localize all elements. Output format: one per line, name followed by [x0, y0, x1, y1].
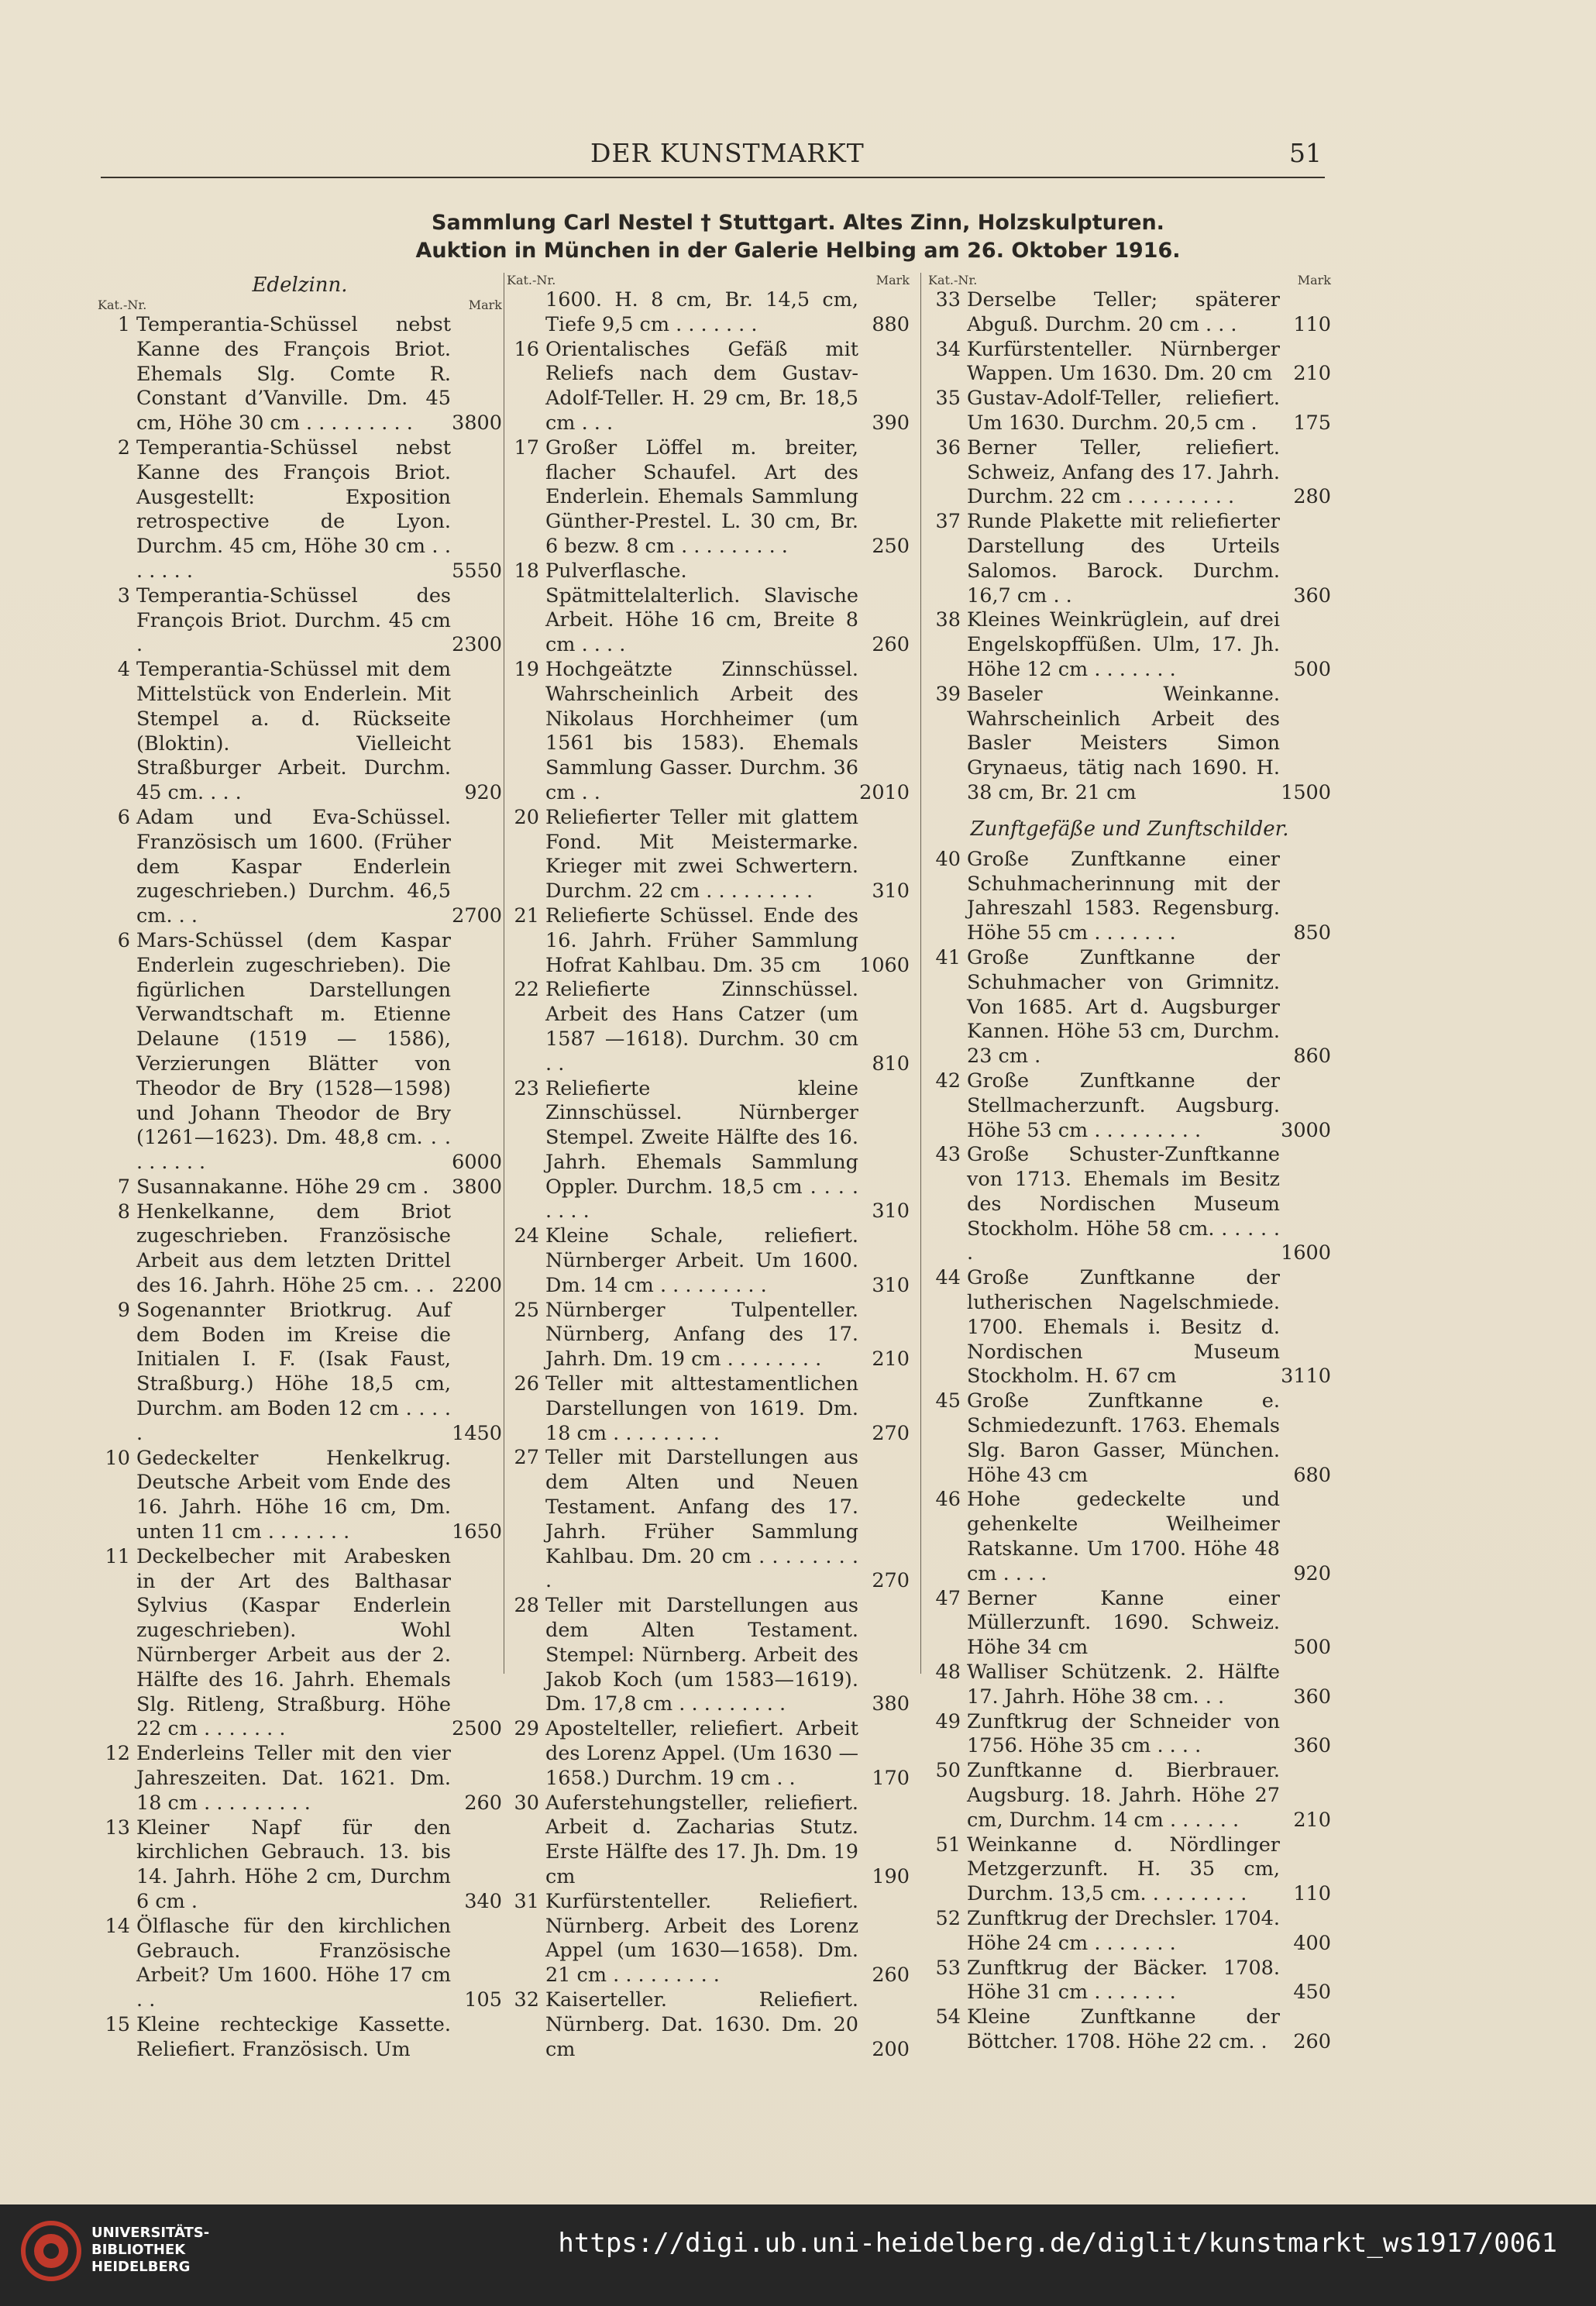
- entry-description: Kleines Weinkrüglein, auf drei Engelskopffüßen. Ulm, 17. Jh. Höhe 12 cm . . . . . . .: [967, 608, 1280, 681]
- entry-price: 2200: [452, 1274, 502, 1298]
- entry-number: 6: [117, 805, 130, 829]
- entry-price: 1500: [1281, 780, 1331, 804]
- entry-price: 310: [872, 1273, 910, 1297]
- entry-price: 310: [872, 1199, 910, 1224]
- entry-price: 260: [464, 1791, 502, 1815]
- entry-number: 15: [105, 2012, 130, 2036]
- entry-price: 105: [464, 1988, 502, 2012]
- catalog-entry: [98, 806, 502, 929]
- entry-number: 16: [514, 337, 539, 361]
- catalog-entry: [507, 806, 910, 904]
- entry-number: 45: [935, 1389, 961, 1413]
- catalog-entry: [507, 436, 910, 559]
- entry-description: Berner Teller, reliefiert. Schweiz, Anfang des 17. Jahrh. Durchm. 22 cm . . . . . . . . .: [967, 435, 1280, 509]
- entry-number: 51: [935, 1833, 961, 1857]
- entry-price: 2500: [452, 1717, 502, 1741]
- entry-description: Teller mit alttestamentlichen Darstellungen von 1619. Dm. 18 cm . . . . . . . . .: [545, 1372, 858, 1445]
- entry-price: 400: [1293, 1931, 1331, 1955]
- column-header: [928, 273, 1331, 288]
- catalog-entry: [98, 584, 502, 658]
- entry-description: Temperantia-Schüssel mit dem Mittelstück von Enderlein. Mit Stempel a. d. Rückseite (Bloktin). Vielleicht Straßburger Arbeit. Durchm. 45 cm. . . .: [136, 658, 451, 805]
- entry-price: 380: [872, 1692, 910, 1716]
- entry-number: 24: [514, 1224, 539, 1248]
- catalog-entry: [507, 1224, 910, 1298]
- catalog-entry: [98, 1447, 502, 1545]
- entry-description: Deckelbecher mit Arabesken in der Art des Balthasar Sylvius (Kaspar Enderlein zugeschrieben). Wohl Nürnberger Arbeit aus der 2. Hälfte des 16. Jahrh. Ehemals Slg. Ritleng, Straßburg. Höhe 22 cm . . . . . . .: [136, 1544, 451, 1741]
- entry-number: 3: [117, 583, 130, 607]
- entry-price: 260: [1293, 2029, 1331, 2053]
- catalog-entry: [98, 313, 502, 436]
- section-title-edelzinn: Edelzinn.: [252, 274, 348, 297]
- entry-description: Große Zunftkanne e. Schmiedezunft. 1763. Ehemals Slg. Baron Gasser, München. Höhe 43 cm: [967, 1389, 1280, 1487]
- column-header: [98, 298, 502, 313]
- entry-description: Reliefierter Teller mit glattem Fond. Mit Meistermarke. Krieger mit zwei Schwertern. Durchm. 22 cm . . . . . . . . .: [545, 805, 858, 903]
- entry-price: 110: [1293, 312, 1331, 336]
- catalog-entry: [98, 1816, 502, 1915]
- entry-description: Mars-Schüssel (dem Kaspar Enderlein zugeschrieben). Die figürlichen Darstellungen Verwandtschaft m. Etienne Delaune (1519 — 1586), Verzierungen Blätter von Theodor de Bry (1528—1598) und Johann Theodor de Bry (1261—1623). Dm. 48,8 cm. . . . . . . . .: [136, 928, 451, 1175]
- entry-number: 34: [935, 337, 961, 361]
- entry-number: 41: [935, 945, 961, 969]
- catalog-entry: [507, 1372, 910, 1446]
- entry-number: 9: [117, 1298, 130, 1322]
- entry-description: Temperantia-Schüssel nebst Kanne des François Briot. Ausgestellt: Exposition retrospective de Lyon. Durchm. 45 cm, Höhe 30 cm . . . . . . .: [136, 435, 451, 583]
- entry-number: 22: [514, 978, 539, 1002]
- entry-description: Reliefierte Zinnschüssel. Arbeit des Hans Catzer (um 1587 —1618). Durchm. 30 cm . .: [545, 978, 858, 1076]
- catalog-entry: [507, 559, 910, 658]
- entry-price: 1650: [452, 1520, 502, 1544]
- catalog-entry: [98, 1200, 502, 1299]
- entry-price: 810: [872, 1051, 910, 1076]
- entry-description: Susannakanne. Höhe 29 cm .: [136, 1175, 429, 1199]
- entry-price: 500: [1293, 657, 1331, 681]
- title-line-2: Auktion in München in der Galerie Helbing am 26. Oktober 1916.: [415, 239, 1181, 263]
- catalog-entry: [507, 1988, 910, 2062]
- entry-price: 920: [1293, 1561, 1331, 1585]
- catalog-entry: [928, 1587, 1331, 1661]
- entry-number: 53: [935, 1956, 961, 1980]
- entry-price: 3800: [452, 411, 502, 435]
- catalog-entry: [928, 510, 1331, 608]
- entry-number: 31: [514, 1889, 539, 1913]
- entry-price: 190: [872, 1865, 910, 1888]
- column-2: [507, 273, 910, 2062]
- entry-description: Apostelteller, reliefiert. Arbeit des Lorenz Appel. (Um 1630 —1658.) Durchm. 19 cm . .: [545, 1717, 858, 1790]
- catalog-entry: [507, 1299, 910, 1372]
- entry-number: 13: [105, 1816, 130, 1840]
- catalog-entry: [928, 2005, 1331, 2055]
- catalog-entry: [507, 1594, 910, 1717]
- entry-price: 3110: [1281, 1365, 1331, 1389]
- entry-price: 170: [872, 1766, 910, 1790]
- entry-price: 260: [872, 633, 910, 657]
- entry-description: Orientalisches Gefäß mit Reliefs nach dem Gustav-Adolf-Teller. H. 29 cm, Br. 18,5 cm . . .: [545, 337, 858, 435]
- footer-bar: [0, 2204, 1596, 2306]
- catalog-entry: [98, 1299, 502, 1447]
- entry-description: Walliser Schützenk. 2. Hälfte 17. Jahrh. Höhe 38 cm. . .: [967, 1661, 1280, 1709]
- entry-price: 210: [1293, 362, 1331, 386]
- entry-price: 360: [1293, 583, 1331, 607]
- entry-number: 14: [105, 1914, 130, 1938]
- entry-price: 210: [1293, 1808, 1331, 1832]
- entry-number: 20: [514, 805, 539, 829]
- entry-number: 28: [514, 1594, 539, 1618]
- entry-price: 210: [872, 1347, 910, 1372]
- entry-price: 390: [872, 411, 910, 435]
- catalog-entry: [928, 683, 1331, 806]
- catalog-entry: [98, 929, 502, 1175]
- catalog-list: [928, 288, 1331, 806]
- entry-number: 4: [117, 658, 130, 682]
- entry-number: 30: [514, 1791, 539, 1815]
- entry-number: 29: [514, 1717, 539, 1741]
- library-name: [91, 2225, 209, 2276]
- entry-price: 360: [1293, 1685, 1331, 1709]
- entry-price: 850: [1293, 921, 1331, 945]
- catalog-entry: [507, 338, 910, 436]
- entry-price: 270: [872, 1569, 910, 1593]
- entry-description: Kurfürstenteller. Reliefiert. Nürnberg. Arbeit des Lorenz Appel (um 1630—1658). Dm. 21 cm . . . . . . . . .: [545, 1889, 858, 1988]
- section-title-zunft: Zunftgefäße und Zunftschilder.: [970, 817, 1289, 841]
- entry-price: 5550: [452, 559, 502, 583]
- entry-price: 200: [872, 2037, 910, 2061]
- entry-number: 33: [935, 288, 961, 311]
- entry-number: 42: [935, 1069, 961, 1093]
- entry-number: 27: [514, 1446, 539, 1470]
- entry-description: Gustav-Adolf-Teller, reliefiert. Um 1630. Durchm. 20,5 cm .: [967, 387, 1280, 435]
- entry-price: 260: [872, 1964, 910, 1988]
- catalog-entry: [98, 1742, 502, 1816]
- entry-description: Kaiserteller. Reliefiert. Nürnberg. Dat. 1630. Dm. 20 cm: [545, 1988, 858, 2061]
- catalog-list: [98, 313, 502, 2063]
- entry-description: Auferstehungsteller, reliefiert. Arbeit d. Zacharias Stutz. Erste Hälfte des 17. Jh. Dm. 19 cm: [545, 1791, 858, 1888]
- catalog-entry: [928, 608, 1331, 682]
- entry-description: Kleiner Napf für den kirchlichen Gebrauch. 13. bis 14. Jahrh. Höhe 2 cm, Durchm 6 cm .: [136, 1816, 451, 1913]
- entry-description: Sogenannter Briotkrug. Auf dem Boden im Kreise die Initialen I. F. (Isak Faust, Straßburg.) Höhe 18,5 cm, Durchm. am Boden 12 cm . . . . .: [136, 1298, 451, 1445]
- entry-description: Kleine rechteckige Kassette. Reliefiert. Französisch. Um: [136, 2012, 451, 2061]
- catalog-list: [507, 338, 910, 2063]
- entry-number: 18: [514, 559, 539, 583]
- entry-description: Zunftkrug der Bäcker. 1708. Höhe 31 cm . . . . . . .: [967, 1956, 1280, 2005]
- catalog-entry: [928, 946, 1331, 1069]
- catalog-entry: [928, 338, 1331, 387]
- mark-label: Mark: [875, 273, 910, 287]
- catalog-entry: [98, 1915, 502, 2013]
- catalog-entry: [928, 1833, 1331, 1907]
- catalog-entry: [507, 1717, 910, 1791]
- entry-description: Gedeckelter Henkelkrug. Deutsche Arbeit vom Ende des 16. Jahrh. Höhe 16 cm, Dm. unten 11 cm . . . . . . .: [136, 1446, 451, 1544]
- entry-number: 11: [105, 1544, 130, 1568]
- entry-number: 54: [935, 2005, 961, 2029]
- catalog-entry: [507, 1446, 910, 1594]
- entry-description: Baseler Weinkanne. Wahrscheinlich Arbeit des Basler Meisters Simon Grynaeus, tätig nach 1690. H. 38 cm, Br. 21 cm: [967, 682, 1280, 804]
- catalog-entry: [928, 1488, 1331, 1586]
- page-number: 51: [1289, 138, 1322, 168]
- entry-description: Zunftkanne d. Bierbrauer. Augsburg. 18. Jahrh. Höhe 27 cm, Durchm. 14 cm . . . . . .: [967, 1759, 1280, 1832]
- entry-description: Nürnberger Tulpenteller. Nürnberg, Anfang des 17. Jahrh. Dm. 19 cm . . . . . . . .: [545, 1298, 858, 1372]
- header-rule: [101, 177, 1325, 178]
- entry-description: Große Schuster-Zunftkanne von 1713. Ehemals im Besitz des Nordischen Museum Stockholm. Höhe 58 cm. . . . . . .: [967, 1143, 1280, 1265]
- entry-description: Zunftkrug der Schneider von 1756. Höhe 35 cm . . . .: [967, 1709, 1280, 1758]
- mark-label: Mark: [1297, 273, 1331, 287]
- entry-number: 10: [105, 1446, 130, 1470]
- entry-description: Runde Plakette mit reliefierter Darstellung des Urteils Salomos. Barock. Durchm. 16,7 cm . .: [967, 510, 1280, 607]
- entry-description: Temperantia-Schüssel des François Briot. Durchm. 45 cm .: [136, 583, 451, 657]
- entry-number: 35: [935, 387, 961, 411]
- mark-label: Mark: [468, 298, 502, 312]
- catalog-entry: [98, 1545, 502, 1742]
- catalog-entry: [928, 1710, 1331, 1760]
- entry-number: 7: [117, 1175, 130, 1199]
- catalog-list: [928, 848, 1331, 2055]
- catalog-entry: [928, 1069, 1331, 1143]
- entry-description: Kleine Schale, reliefiert. Nürnberger Arbeit. Um 1600. Dm. 14 cm . . . . . . . . .: [545, 1224, 858, 1297]
- entry-price: 1450: [452, 1421, 502, 1445]
- entry-number: 37: [935, 510, 961, 534]
- catalog-entry: [507, 1890, 910, 1988]
- entry-number: 2: [117, 435, 130, 459]
- entry-number: 21: [514, 903, 539, 928]
- entry-price: 3800: [452, 1175, 502, 1199]
- catalog-entry: [928, 387, 1331, 436]
- entry-description: Reliefierte Schüssel. Ende des 16. Jahrh. Früher Sammlung Hofrat Kahlbau. Dm. 35 cm: [545, 903, 858, 977]
- library-line-1: UNIVERSITÄTS-: [91, 2225, 210, 2241]
- auction-title: [0, 209, 1596, 265]
- column-divider: [920, 273, 921, 1674]
- katnr-label: Kat.-Nr.: [98, 298, 147, 312]
- entry-price: 1060: [859, 953, 910, 977]
- entry-description: Große Zunftkanne der Stellmacherzunft. Augsburg. Höhe 53 cm . . . . . . . . .: [967, 1069, 1280, 1142]
- catalog-entry: [98, 2013, 502, 2063]
- catalog-entry: [507, 1077, 910, 1225]
- entry-description: Enderleins Teller mit den vier Jahreszeiten. Dat. 1621. Dm. 18 cm . . . . . . . . .: [136, 1742, 451, 1815]
- catalog-entry: [928, 1907, 1331, 1957]
- column-3: [928, 273, 1331, 2055]
- catalog-entry: [928, 1661, 1331, 1710]
- entry-description: Reliefierte kleine Zinnschüssel. Nürnberger Stempel. Zweite Hälfte des 16. Jahrh. Ehemals Sammlung Oppler. Durchm. 18,5 cm . . . . . . . .: [545, 1076, 858, 1224]
- entry-price: 880: [872, 312, 910, 336]
- catalog-entry: [928, 1266, 1331, 1389]
- entry-price: 270: [872, 1421, 910, 1445]
- entry-number: 43: [935, 1143, 961, 1167]
- entry-price: 1600: [1281, 1241, 1331, 1265]
- source-url-link[interactable]: https://digi.ub.uni-heidelberg.de/diglit/kunstmarkt_ws1917/0061: [558, 2228, 1557, 2259]
- entry-price: 920: [464, 781, 502, 805]
- entry-description: Hochgeätzte Zinnschüssel. Wahrscheinlich Arbeit des Nikolaus Horchheimer (um 1561 bis 1583). Ehemals Sammlung Gasser. Durchm. 36 cm . .: [545, 657, 858, 804]
- entry-number: 49: [935, 1709, 961, 1733]
- entry-number: 12: [105, 1742, 130, 1766]
- entry-number: 38: [935, 608, 961, 632]
- entry-price: 2300: [452, 633, 502, 657]
- entry-number: 19: [514, 657, 539, 681]
- entry-number: 44: [935, 1266, 961, 1290]
- entry-number: 6: [117, 928, 130, 952]
- entry-price: 2010: [859, 780, 910, 804]
- entry-number: 40: [935, 847, 961, 871]
- katnr-label: Kat.-Nr.: [928, 273, 978, 287]
- entry-description: Hohe gedeckelte und gehenkelte Weilheimer Ratskanne. Um 1700. Höhe 48 cm . . . .: [967, 1488, 1280, 1585]
- entry-price: 2700: [452, 904, 502, 928]
- entry-number: 25: [514, 1298, 539, 1322]
- entry-number: 52: [935, 1907, 961, 1930]
- entry-description: Teller mit Darstellungen aus dem Alten Testament. Stempel: Nürnberg. Arbeit des Jakob Koch (um 1583—1619). Dm. 17,8 cm . . . . . . . . .: [545, 1594, 858, 1716]
- entry-price: 6000: [452, 1151, 502, 1175]
- library-line-2: BIBLIOTHEK: [91, 2242, 186, 2258]
- katnr-label: Kat.-Nr.: [507, 273, 556, 287]
- catalog-entry: [928, 436, 1331, 510]
- entry-description: Kurfürstenteller. Nürnberger Wappen. Um 1630. Dm. 20 cm: [967, 337, 1280, 386]
- entry-description: Derselbe Teller; späterer Abguß. Durchm. 20 cm . . .: [967, 288, 1280, 336]
- catalog-entry: [928, 1143, 1331, 1266]
- entry-description: Große Zunftkanne der Schuhmacher von Grimnitz. Von 1685. Art d. Augsburger Kannen. Höhe 53 cm, Durchm. 23 cm .: [967, 945, 1280, 1069]
- library-seal-icon: [20, 2220, 82, 2282]
- entry-description: Weinkanne d. Nördlinger Metzgerzunft. H. 35 cm, Durchm. 13,5 cm. . . . . . . . .: [967, 1833, 1280, 1906]
- catalog-entry: [928, 1759, 1331, 1833]
- entry-description: Kleine Zunftkanne der Böttcher. 1708. Höhe 22 cm. .: [967, 2005, 1280, 2053]
- entry-number: 32: [514, 1988, 539, 2012]
- title-line-1: Sammlung Carl Nestel † Stuttgart. Altes Zinn, Holzskulpturen.: [432, 211, 1164, 235]
- entry-price: 360: [1293, 1734, 1331, 1758]
- entry-price: 175: [1293, 411, 1331, 435]
- entry-description: Adam und Eva-Schüssel. Französisch um 1600. (Früher dem Kaspar Enderlein zugeschrieben.) Durchm. 46,5 cm. . .: [136, 805, 451, 928]
- entry-description: Temperantia-Schüssel nebst Kanne des François Briot. Ehemals Slg. Comte R. Constant d’Vanville. Dm. 45 cm, Höhe 30 cm . . . . . . . . .: [136, 313, 451, 435]
- entry-description: Teller mit Darstellungen aus dem Alten und Neuen Testament. Anfang des 17. Jahrh. Früher Sammlung Kahlbau. Dm. 20 cm . . . . . . . . .: [545, 1446, 858, 1593]
- continuation-entry: [507, 288, 910, 338]
- entry-price: 3000: [1281, 1118, 1331, 1142]
- entry-description: 1600. H. 8 cm, Br. 14,5 cm, Tiefe 9,5 cm . . . . . . .: [545, 288, 858, 336]
- column-1: [98, 273, 502, 2063]
- catalog-entry: [928, 288, 1331, 338]
- entry-price: 340: [464, 1890, 502, 1913]
- entry-description: Zunftkrug der Drechsler. 1704. Höhe 24 cm . . . . . . .: [967, 1907, 1280, 1955]
- entry-number: 1: [117, 313, 130, 336]
- entry-description: Henkelkanne, dem Briot zugeschrieben. Französische Arbeit aus dem letzten Drittel des 16. Jahrh. Höhe 25 cm. . .: [136, 1199, 451, 1298]
- entry-description: Pulverflasche. Spätmittelalterlich. Slavische Arbeit. Höhe 16 cm, Breite 8 cm . . . .: [545, 559, 858, 657]
- catalog-entry: [98, 436, 502, 584]
- entry-number: 23: [514, 1076, 539, 1100]
- catalog-entry: [928, 848, 1331, 946]
- entry-number: 46: [935, 1488, 961, 1512]
- entry-number: 50: [935, 1759, 961, 1783]
- library-line-3: HEIDELBERG: [91, 2259, 191, 2275]
- catalog-entry: [507, 658, 910, 806]
- entry-description: Großer Löffel m. breiter, flacher Schaufel. Art des Enderlein. Ehemals Sammlung Günther-Prestel. L. 30 cm, Br. 6 bezw. 8 cm . . . . . . . . .: [545, 435, 858, 558]
- catalog-entry: [928, 1389, 1331, 1488]
- entry-price: 450: [1293, 1981, 1331, 2005]
- entry-number: 47: [935, 1586, 961, 1610]
- entry-description: Große Zunftkanne der lutherischen Nagelschmiede. 1700. Ehemals i. Besitz d. Nordischen Museum Stockholm. H. 67 cm: [967, 1266, 1280, 1389]
- catalog-entry: [928, 1957, 1331, 2006]
- entry-price: 250: [872, 534, 910, 558]
- entry-price: 860: [1293, 1045, 1331, 1069]
- entry-number: 36: [935, 435, 961, 459]
- entry-description: Berner Kanne einer Müllerzunft. 1690. Schweiz. Höhe 34 cm: [967, 1586, 1280, 1660]
- entry-description: Ölflasche für den kirchlichen Gebrauch. Französische Arbeit? Um 1600. Höhe 17 cm . .: [136, 1914, 451, 2012]
- catalog-entry: [507, 904, 910, 978]
- entry-price: 680: [1293, 1463, 1331, 1487]
- catalog-entry: [507, 1791, 910, 1890]
- entry-price: 280: [1293, 485, 1331, 509]
- entry-number: 39: [935, 682, 961, 706]
- entry-price: 110: [1293, 1882, 1331, 1906]
- entry-number: 8: [117, 1199, 130, 1224]
- entry-number: 26: [514, 1372, 539, 1396]
- column-header: [507, 273, 910, 288]
- running-title: DER KUNSTMARKT: [590, 138, 865, 168]
- catalog-entry: [507, 978, 910, 1076]
- entry-number: 17: [514, 435, 539, 459]
- catalog-entry: [98, 1175, 502, 1200]
- entry-number: 48: [935, 1661, 961, 1685]
- entry-price: 310: [872, 879, 910, 903]
- entry-price: 500: [1293, 1636, 1331, 1660]
- catalog-entry: [98, 658, 502, 806]
- entry-description: Große Zunftkanne einer Schuhmacherinnung mit der Jahreszahl 1583. Regensburg. Höhe 55 cm . . . . . . .: [967, 847, 1280, 945]
